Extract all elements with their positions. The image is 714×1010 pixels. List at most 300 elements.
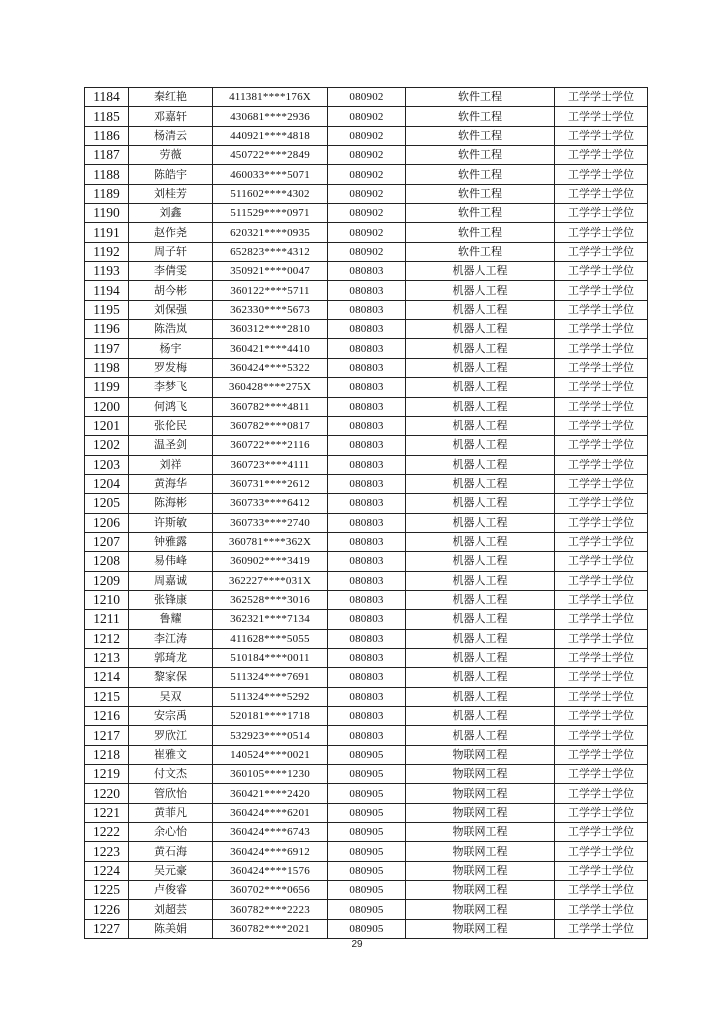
name-cell: 余心怡 <box>129 823 213 842</box>
major-name-cell: 物联网工程 <box>406 881 555 900</box>
major-name-cell: 机器人工程 <box>406 571 555 590</box>
serial-number-cell: 1199 <box>85 378 129 397</box>
id-number-cell: 511324****5292 <box>213 687 328 706</box>
table-row <box>85 629 648 648</box>
id-number-cell: 362227****031X <box>213 571 328 590</box>
table-row <box>85 552 648 571</box>
name-cell: 付文杰 <box>129 765 213 784</box>
serial-number-cell: 1206 <box>85 513 129 532</box>
table-row <box>85 88 648 107</box>
major-name-cell: 软件工程 <box>406 126 555 145</box>
degree-cell: 工学学士学位 <box>555 900 648 919</box>
major-code-cell: 080803 <box>328 513 406 532</box>
major-code-cell: 080905 <box>328 861 406 880</box>
id-number-cell: 362528****3016 <box>213 590 328 609</box>
serial-number-cell: 1219 <box>85 765 129 784</box>
degree-cell: 工学学士学位 <box>555 146 648 165</box>
table-row <box>85 532 648 551</box>
major-code-cell: 080803 <box>328 648 406 667</box>
major-name-cell: 机器人工程 <box>406 455 555 474</box>
major-name-cell: 机器人工程 <box>406 513 555 532</box>
id-number-cell: 140524****0021 <box>213 745 328 764</box>
degree-cell: 工学学士学位 <box>555 455 648 474</box>
major-name-cell: 物联网工程 <box>406 842 555 861</box>
serial-number-cell: 1218 <box>85 745 129 764</box>
table-row <box>85 397 648 416</box>
id-number-cell: 652823****4312 <box>213 242 328 261</box>
name-cell: 罗发梅 <box>129 358 213 377</box>
major-code-cell: 080803 <box>328 610 406 629</box>
major-name-cell: 机器人工程 <box>406 494 555 513</box>
major-name-cell: 软件工程 <box>406 146 555 165</box>
table-row <box>85 707 648 726</box>
major-code-cell: 080902 <box>328 223 406 242</box>
name-cell: 张锋康 <box>129 590 213 609</box>
name-cell: 陈浩岚 <box>129 320 213 339</box>
major-name-cell: 机器人工程 <box>406 707 555 726</box>
serial-number-cell: 1196 <box>85 320 129 339</box>
table-row <box>85 358 648 377</box>
major-name-cell: 机器人工程 <box>406 590 555 609</box>
table-row <box>85 919 648 938</box>
name-cell: 黄菲凡 <box>129 803 213 822</box>
degree-cell: 工学学士学位 <box>555 668 648 687</box>
major-code-cell: 080803 <box>328 397 406 416</box>
name-cell: 卢俊睿 <box>129 881 213 900</box>
name-cell: 许斯敏 <box>129 513 213 532</box>
major-name-cell: 机器人工程 <box>406 339 555 358</box>
table-row <box>85 165 648 184</box>
id-number-cell: 360424****5322 <box>213 358 328 377</box>
degree-cell: 工学学士学位 <box>555 126 648 145</box>
serial-number-cell: 1190 <box>85 204 129 223</box>
table-row <box>85 242 648 261</box>
serial-number-cell: 1223 <box>85 842 129 861</box>
major-name-cell: 机器人工程 <box>406 358 555 377</box>
major-code-cell: 080803 <box>328 726 406 745</box>
major-name-cell: 物联网工程 <box>406 784 555 803</box>
degree-cell: 工学学士学位 <box>555 223 648 242</box>
serial-number-cell: 1214 <box>85 668 129 687</box>
degree-cell: 工学学士学位 <box>555 823 648 842</box>
degree-cell: 工学学士学位 <box>555 687 648 706</box>
major-name-cell: 软件工程 <box>406 204 555 223</box>
major-name-cell: 物联网工程 <box>406 745 555 764</box>
id-number-cell: 511602****4302 <box>213 184 328 203</box>
major-name-cell: 物联网工程 <box>406 900 555 919</box>
major-code-cell: 080902 <box>328 126 406 145</box>
name-cell: 陈皓宇 <box>129 165 213 184</box>
id-number-cell: 360421****2420 <box>213 784 328 803</box>
major-code-cell: 080803 <box>328 339 406 358</box>
major-name-cell: 机器人工程 <box>406 726 555 745</box>
serial-number-cell: 1207 <box>85 532 129 551</box>
name-cell: 安宗禹 <box>129 707 213 726</box>
degree-cell: 工学学士学位 <box>555 378 648 397</box>
id-number-cell: 360122****5711 <box>213 281 328 300</box>
table-row <box>85 726 648 745</box>
major-name-cell: 机器人工程 <box>406 416 555 435</box>
serial-number-cell: 1224 <box>85 861 129 880</box>
table-row <box>85 416 648 435</box>
major-name-cell: 软件工程 <box>406 184 555 203</box>
id-number-cell: 360731****2612 <box>213 474 328 493</box>
major-code-cell: 080803 <box>328 571 406 590</box>
name-cell: 罗欣江 <box>129 726 213 745</box>
table-row <box>85 455 648 474</box>
degree-cell: 工学学士学位 <box>555 281 648 300</box>
id-number-cell: 360782****2021 <box>213 919 328 938</box>
table-row <box>85 571 648 590</box>
major-code-cell: 080803 <box>328 262 406 281</box>
name-cell: 鲁耀 <box>129 610 213 629</box>
major-code-cell: 080902 <box>328 204 406 223</box>
serial-number-cell: 1198 <box>85 358 129 377</box>
major-code-cell: 080803 <box>328 358 406 377</box>
major-code-cell: 080803 <box>328 707 406 726</box>
table-row <box>85 474 648 493</box>
degree-cell: 工学学士学位 <box>555 184 648 203</box>
name-cell: 崔雅文 <box>129 745 213 764</box>
name-cell: 管欣怡 <box>129 784 213 803</box>
major-name-cell: 机器人工程 <box>406 281 555 300</box>
major-code-cell: 080803 <box>328 436 406 455</box>
major-code-cell: 080902 <box>328 242 406 261</box>
major-code-cell: 080902 <box>328 146 406 165</box>
degree-cell: 工学学士学位 <box>555 745 648 764</box>
name-cell: 陈海彬 <box>129 494 213 513</box>
serial-number-cell: 1213 <box>85 648 129 667</box>
id-number-cell: 440921****4818 <box>213 126 328 145</box>
degree-cell: 工学学士学位 <box>555 552 648 571</box>
name-cell: 刘桂芳 <box>129 184 213 203</box>
degree-cell: 工学学士学位 <box>555 881 648 900</box>
name-cell: 胡今彬 <box>129 281 213 300</box>
table-row <box>85 281 648 300</box>
major-code-cell: 080803 <box>328 300 406 319</box>
name-cell: 李倩雯 <box>129 262 213 281</box>
degree-cell: 工学学士学位 <box>555 320 648 339</box>
id-number-cell: 360722****2116 <box>213 436 328 455</box>
name-cell: 吴元豪 <box>129 861 213 880</box>
table-row <box>85 668 648 687</box>
degree-cell: 工学学士学位 <box>555 474 648 493</box>
major-name-cell: 软件工程 <box>406 165 555 184</box>
serial-number-cell: 1220 <box>85 784 129 803</box>
id-number-cell: 360781****362X <box>213 532 328 551</box>
id-number-cell: 532923****0514 <box>213 726 328 745</box>
degree-cell: 工学学士学位 <box>555 532 648 551</box>
id-number-cell: 360702****0656 <box>213 881 328 900</box>
name-cell: 刘超芸 <box>129 900 213 919</box>
table-row <box>85 784 648 803</box>
name-cell: 李梦飞 <box>129 378 213 397</box>
major-code-cell: 080905 <box>328 919 406 938</box>
name-cell: 易伟峰 <box>129 552 213 571</box>
table-row <box>85 320 648 339</box>
table-row <box>85 745 648 764</box>
serial-number-cell: 1188 <box>85 165 129 184</box>
serial-number-cell: 1192 <box>85 242 129 261</box>
table-row <box>85 881 648 900</box>
major-name-cell: 机器人工程 <box>406 532 555 551</box>
name-cell: 李江涛 <box>129 629 213 648</box>
major-code-cell: 080902 <box>328 88 406 107</box>
major-code-cell: 080803 <box>328 687 406 706</box>
major-code-cell: 080905 <box>328 803 406 822</box>
id-number-cell: 360733****2740 <box>213 513 328 532</box>
serial-number-cell: 1212 <box>85 629 129 648</box>
major-name-cell: 软件工程 <box>406 223 555 242</box>
table-row <box>85 436 648 455</box>
serial-number-cell: 1216 <box>85 707 129 726</box>
id-number-cell: 362321****7134 <box>213 610 328 629</box>
major-code-cell: 080905 <box>328 765 406 784</box>
id-number-cell: 511529****0971 <box>213 204 328 223</box>
serial-number-cell: 1186 <box>85 126 129 145</box>
degree-cell: 工学学士学位 <box>555 590 648 609</box>
table-row <box>85 262 648 281</box>
major-code-cell: 080902 <box>328 184 406 203</box>
major-name-cell: 机器人工程 <box>406 629 555 648</box>
major-name-cell: 物联网工程 <box>406 803 555 822</box>
id-number-cell: 360782****0817 <box>213 416 328 435</box>
serial-number-cell: 1208 <box>85 552 129 571</box>
id-number-cell: 411628****5055 <box>213 629 328 648</box>
serial-number-cell: 1203 <box>85 455 129 474</box>
major-code-cell: 080902 <box>328 107 406 126</box>
major-code-cell: 080905 <box>328 784 406 803</box>
table-row <box>85 687 648 706</box>
name-cell: 黄石海 <box>129 842 213 861</box>
id-number-cell: 460033****5071 <box>213 165 328 184</box>
name-cell: 黎家保 <box>129 668 213 687</box>
serial-number-cell: 1205 <box>85 494 129 513</box>
degree-cell: 工学学士学位 <box>555 784 648 803</box>
id-number-cell: 620321****0935 <box>213 223 328 242</box>
page-number: 29 <box>351 939 363 950</box>
major-code-cell: 080905 <box>328 842 406 861</box>
serial-number-cell: 1217 <box>85 726 129 745</box>
major-name-cell: 机器人工程 <box>406 378 555 397</box>
major-code-cell: 080803 <box>328 629 406 648</box>
id-number-cell: 360424****6912 <box>213 842 328 861</box>
major-name-cell: 物联网工程 <box>406 765 555 784</box>
name-cell: 刘祥 <box>129 455 213 474</box>
degree-cell: 工学学士学位 <box>555 842 648 861</box>
degree-cell: 工学学士学位 <box>555 648 648 667</box>
major-name-cell: 机器人工程 <box>406 687 555 706</box>
degree-cell: 工学学士学位 <box>555 803 648 822</box>
serial-number-cell: 1222 <box>85 823 129 842</box>
major-code-cell: 080803 <box>328 281 406 300</box>
degree-cell: 工学学士学位 <box>555 88 648 107</box>
serial-number-cell: 1187 <box>85 146 129 165</box>
serial-number-cell: 1226 <box>85 900 129 919</box>
major-code-cell: 080905 <box>328 900 406 919</box>
serial-number-cell: 1215 <box>85 687 129 706</box>
degree-cell: 工学学士学位 <box>555 107 648 126</box>
id-number-cell: 511324****7691 <box>213 668 328 687</box>
table-row <box>85 184 648 203</box>
serial-number-cell: 1227 <box>85 919 129 938</box>
serial-number-cell: 1184 <box>85 88 129 107</box>
id-number-cell: 360428****275X <box>213 378 328 397</box>
serial-number-cell: 1209 <box>85 571 129 590</box>
serial-number-cell: 1189 <box>85 184 129 203</box>
serial-number-cell: 1193 <box>85 262 129 281</box>
major-name-cell: 机器人工程 <box>406 262 555 281</box>
major-name-cell: 机器人工程 <box>406 474 555 493</box>
degree-cell: 工学学士学位 <box>555 707 648 726</box>
major-code-cell: 080905 <box>328 745 406 764</box>
degree-cell: 工学学士学位 <box>555 629 648 648</box>
id-number-cell: 360733****6412 <box>213 494 328 513</box>
serial-number-cell: 1204 <box>85 474 129 493</box>
serial-number-cell: 1194 <box>85 281 129 300</box>
major-code-cell: 080902 <box>328 165 406 184</box>
id-number-cell: 411381****176X <box>213 88 328 107</box>
serial-number-cell: 1202 <box>85 436 129 455</box>
major-code-cell: 080803 <box>328 590 406 609</box>
major-name-cell: 物联网工程 <box>406 919 555 938</box>
id-number-cell: 360312****2810 <box>213 320 328 339</box>
id-number-cell: 360723****4111 <box>213 455 328 474</box>
name-cell: 何鸿飞 <box>129 397 213 416</box>
name-cell: 赵作尧 <box>129 223 213 242</box>
id-number-cell: 360421****4410 <box>213 339 328 358</box>
id-number-cell: 360782****2223 <box>213 900 328 919</box>
table-row <box>85 378 648 397</box>
id-number-cell: 360782****4811 <box>213 397 328 416</box>
major-code-cell: 080803 <box>328 532 406 551</box>
degree-cell: 工学学士学位 <box>555 165 648 184</box>
table-row <box>85 339 648 358</box>
major-code-cell: 080803 <box>328 416 406 435</box>
name-cell: 黄海华 <box>129 474 213 493</box>
degree-cell: 工学学士学位 <box>555 726 648 745</box>
name-cell: 吴双 <box>129 687 213 706</box>
degree-cell: 工学学士学位 <box>555 571 648 590</box>
id-number-cell: 350921****0047 <box>213 262 328 281</box>
id-number-cell: 360105****1230 <box>213 765 328 784</box>
table-row <box>85 823 648 842</box>
major-name-cell: 机器人工程 <box>406 668 555 687</box>
major-name-cell: 机器人工程 <box>406 610 555 629</box>
table-row <box>85 494 648 513</box>
serial-number-cell: 1197 <box>85 339 129 358</box>
serial-number-cell: 1211 <box>85 610 129 629</box>
degree-cell: 工学学士学位 <box>555 919 648 938</box>
name-cell: 秦红艳 <box>129 88 213 107</box>
major-name-cell: 机器人工程 <box>406 300 555 319</box>
serial-number-cell: 1195 <box>85 300 129 319</box>
table-row <box>85 648 648 667</box>
name-cell: 周嘉诚 <box>129 571 213 590</box>
name-cell: 刘鑫 <box>129 204 213 223</box>
major-name-cell: 物联网工程 <box>406 823 555 842</box>
table-row <box>85 900 648 919</box>
major-name-cell: 机器人工程 <box>406 648 555 667</box>
major-name-cell: 机器人工程 <box>406 320 555 339</box>
degree-cell: 工学学士学位 <box>555 436 648 455</box>
serial-number-cell: 1221 <box>85 803 129 822</box>
degree-list-table <box>84 87 648 939</box>
major-code-cell: 080803 <box>328 474 406 493</box>
table-row <box>85 223 648 242</box>
name-cell: 邓嘉轩 <box>129 107 213 126</box>
name-cell: 钟雅露 <box>129 532 213 551</box>
degree-cell: 工学学士学位 <box>555 494 648 513</box>
id-number-cell: 360424****1576 <box>213 861 328 880</box>
major-name-cell: 软件工程 <box>406 242 555 261</box>
serial-number-cell: 1185 <box>85 107 129 126</box>
id-number-cell: 362330****5673 <box>213 300 328 319</box>
degree-cell: 工学学士学位 <box>555 416 648 435</box>
id-number-cell: 360424****6201 <box>213 803 328 822</box>
id-number-cell: 520181****1718 <box>213 707 328 726</box>
table-row <box>85 204 648 223</box>
table-row <box>85 146 648 165</box>
major-code-cell: 080803 <box>328 494 406 513</box>
degree-cell: 工学学士学位 <box>555 339 648 358</box>
major-name-cell: 物联网工程 <box>406 861 555 880</box>
id-number-cell: 360902****3419 <box>213 552 328 571</box>
name-cell: 张伦民 <box>129 416 213 435</box>
major-code-cell: 080803 <box>328 552 406 571</box>
serial-number-cell: 1201 <box>85 416 129 435</box>
major-name-cell: 机器人工程 <box>406 397 555 416</box>
major-code-cell: 080905 <box>328 823 406 842</box>
table-body <box>85 88 648 939</box>
serial-number-cell: 1200 <box>85 397 129 416</box>
name-cell: 刘保强 <box>129 300 213 319</box>
name-cell: 郭琦龙 <box>129 648 213 667</box>
degree-cell: 工学学士学位 <box>555 765 648 784</box>
name-cell: 杨清云 <box>129 126 213 145</box>
degree-cell: 工学学士学位 <box>555 242 648 261</box>
serial-number-cell: 1191 <box>85 223 129 242</box>
name-cell: 杨宇 <box>129 339 213 358</box>
major-name-cell: 机器人工程 <box>406 436 555 455</box>
major-name-cell: 机器人工程 <box>406 552 555 571</box>
table-row <box>85 300 648 319</box>
table-row <box>85 513 648 532</box>
major-name-cell: 软件工程 <box>406 107 555 126</box>
major-code-cell: 080803 <box>328 455 406 474</box>
table-row <box>85 842 648 861</box>
serial-number-cell: 1210 <box>85 590 129 609</box>
degree-cell: 工学学士学位 <box>555 300 648 319</box>
degree-cell: 工学学士学位 <box>555 610 648 629</box>
id-number-cell: 360424****6743 <box>213 823 328 842</box>
name-cell: 温圣剑 <box>129 436 213 455</box>
serial-number-cell: 1225 <box>85 881 129 900</box>
major-name-cell: 软件工程 <box>406 88 555 107</box>
table-row <box>85 861 648 880</box>
id-number-cell: 510184****0011 <box>213 648 328 667</box>
degree-cell: 工学学士学位 <box>555 397 648 416</box>
table-row <box>85 803 648 822</box>
name-cell: 陈美娟 <box>129 919 213 938</box>
major-code-cell: 080905 <box>328 881 406 900</box>
id-number-cell: 430681****2936 <box>213 107 328 126</box>
degree-cell: 工学学士学位 <box>555 861 648 880</box>
table-row <box>85 610 648 629</box>
degree-cell: 工学学士学位 <box>555 204 648 223</box>
name-cell: 劳薇 <box>129 146 213 165</box>
table-row <box>85 126 648 145</box>
